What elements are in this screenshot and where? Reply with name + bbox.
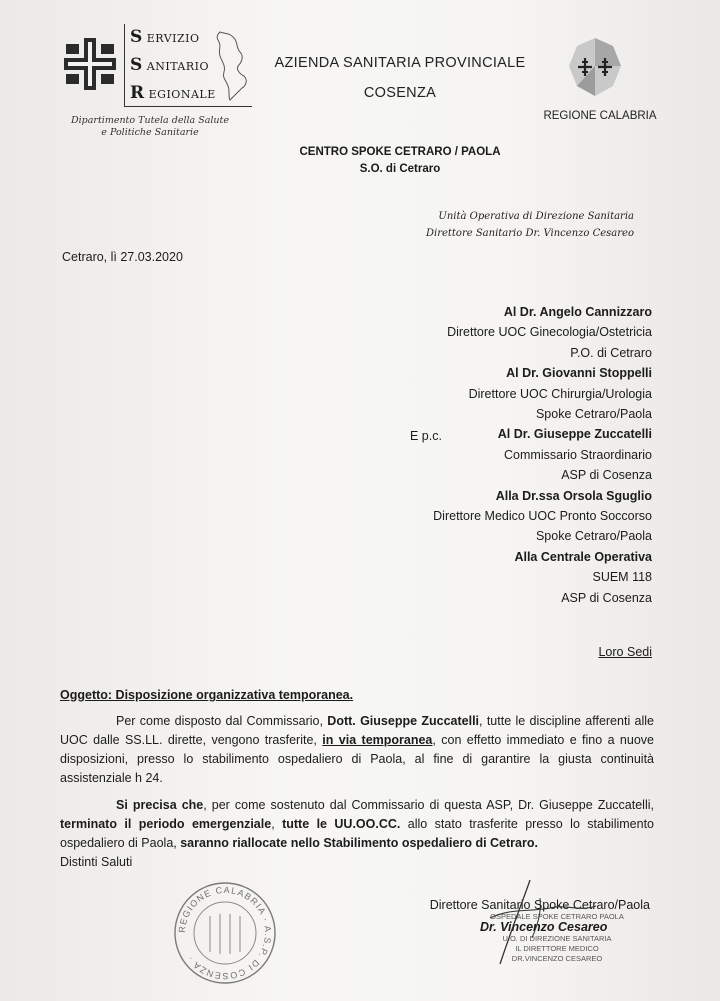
recipient-line: ASP di Cosenza xyxy=(561,590,652,605)
recipient-line: P.O. di Cetraro xyxy=(570,345,652,360)
body-paragraph-1: Per come disposto dal Commissario, Dott. Giuseppe Zuccatelli, tutte le discipline afferenti alle UOC dalle SS.LL. dirette, vengono trasferite, in via temporanea, con effetto immediato e fino a nuove disposizioni, presso lo stabilimento ospedaliero di Paola, al fine di garantire la giusta continuità assistenziale h 24. xyxy=(60,714,654,785)
ssr-word-3: EGIONALE xyxy=(148,88,216,101)
signatory-role: Direttore Sanitario Spoke Cetraro/Paola xyxy=(429,898,650,912)
ssr-initial-2: S xyxy=(130,55,143,75)
center-title: CENTRO SPOKE CETRARO / PAOLA xyxy=(299,146,501,158)
department-caption xyxy=(50,115,250,139)
letter-date: Cetraro, lì 27.03.2020 xyxy=(62,250,183,264)
recipient-line: SUEM 118 xyxy=(592,570,652,585)
recipient-line: Direttore UOC Chirurgia/Urologia xyxy=(468,386,652,401)
dept-line-1: Dipartimento Tutela della Salute xyxy=(71,115,229,126)
recipient-line: Direttore UOC Ginecologia/Ostetricia xyxy=(447,325,652,340)
epc-label: E p.c. xyxy=(410,429,442,443)
recipient-list xyxy=(433,302,652,608)
recipient-name: Al Dr. Giuseppe Zuccatelli xyxy=(497,427,652,442)
center-subtitle: S.O. di Cetraro xyxy=(359,163,441,175)
recipient-line: Spoke Cetraro/Paola xyxy=(535,529,652,544)
body-paragraph-2: Si precisa che, per come sostenuto dal Commissario di questa ASP, Dr. Giuseppe Zuccatelli, terminato il periodo emergenziale, tutte le UU.OO.CC. allo stato trasferite presso lo stabilimento ospedaliero di Paola, saranno riallocate nello Stabilimento ospedaliero di Cetraro. xyxy=(60,798,655,850)
calabria-map-icon xyxy=(212,30,254,102)
ssr-word-1: ERVIZIO xyxy=(146,32,200,45)
recipient-name: Al Dr. Angelo Cannizzaro xyxy=(503,305,652,319)
ssr-word-2: ANITARIO xyxy=(146,60,210,73)
handwritten-signature-icon xyxy=(470,878,610,968)
ssr-initial-1: S xyxy=(130,27,143,47)
svg-text:REGIONE CALABRIA · A.S.P. DI C: REGIONE CALABRIA · A.S.P. DI COSENZA · xyxy=(176,884,274,982)
recipient-line: Spoke Cetraro/Paola xyxy=(535,407,652,422)
signatory-name: Dr. Vincenzo Cesareo xyxy=(480,920,608,934)
unit-line-2: Direttore Sanitario Dr. Vincenzo Cesareo xyxy=(425,228,634,239)
unit-block xyxy=(426,208,634,242)
recipient-line: Commissario Straordinario xyxy=(504,447,652,462)
recipient-line: Direttore Medico UOC Pronto Soccorso xyxy=(433,509,652,524)
subject-line: Oggetto: Disposizione organizzativa temporanea. xyxy=(60,688,354,702)
stamp-line-2: U.O. DI DIREZIONE SANITARIA xyxy=(502,934,612,943)
dept-line-2: e Politiche Sanitarie xyxy=(101,127,199,138)
stamp-line-1: OSPEDALE SPOKE CETRARO PAOLA xyxy=(490,912,624,921)
ssr-wordmark xyxy=(130,24,216,108)
round-stamp-icon xyxy=(172,880,278,986)
asp-title-line-2: COSENZA xyxy=(363,85,437,101)
closing-salutation: Distinti Saluti xyxy=(60,855,133,869)
ssr-initial-3: R xyxy=(130,83,145,103)
recipient-name: Alla Dr.ssa Orsola Sguglio xyxy=(495,488,652,503)
recipient-name: Al Dr. Giovanni Stoppelli xyxy=(506,366,652,381)
unit-line-1: Unità Operativa di Direzione Sanitaria xyxy=(438,211,634,222)
recipient-line: ASP di Cosenza xyxy=(561,468,652,483)
loro-sedi: Loro Sedi xyxy=(598,645,652,659)
asp-title xyxy=(255,48,545,108)
stamp-line-3: IL DIRETTORE MEDICO xyxy=(515,944,599,953)
cross-logo-icon xyxy=(64,38,116,90)
region-label: REGIONE CALABRIA xyxy=(543,110,657,122)
recipient-name: Alla Centrale Operativa xyxy=(514,549,652,564)
regione-calabria-emblem-icon xyxy=(565,36,625,106)
logo-divider xyxy=(124,24,125,106)
stamp-line-4: DR.VINCENZO CESAREO xyxy=(511,954,603,963)
asp-title-line-1: AZIENDA SANITARIA PROVINCIALE xyxy=(274,55,526,71)
